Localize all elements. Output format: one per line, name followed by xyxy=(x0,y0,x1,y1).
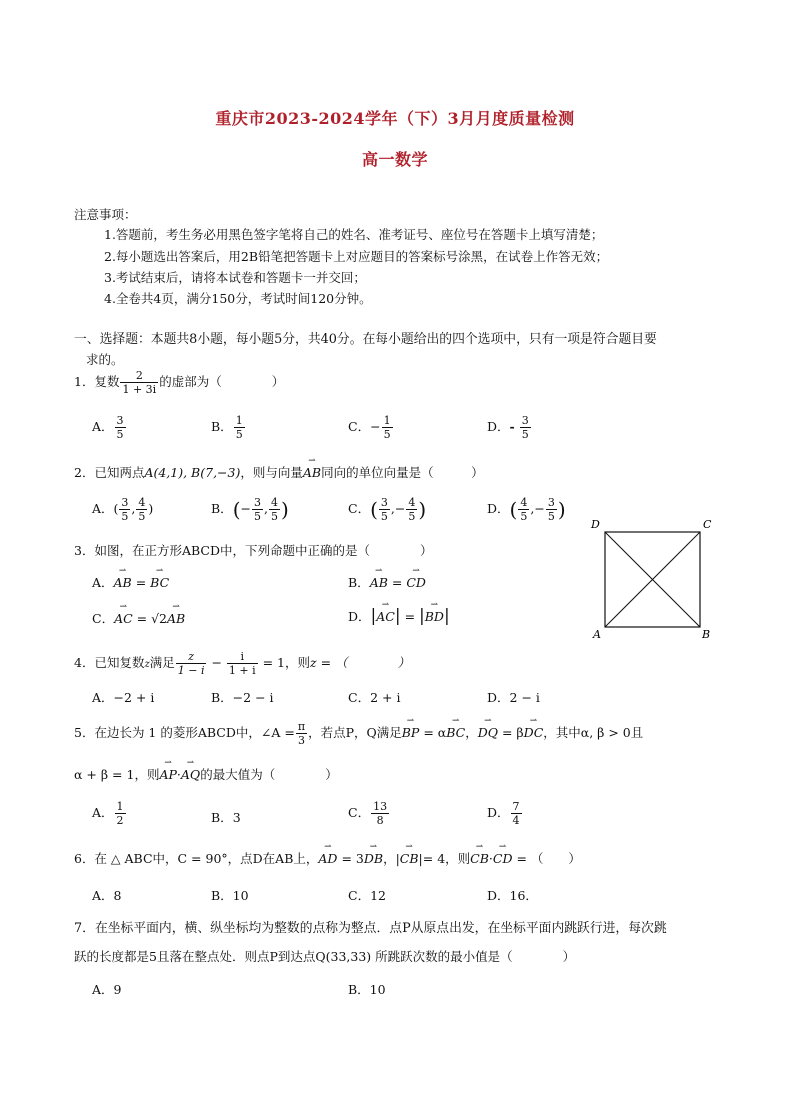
square-figure xyxy=(585,512,720,647)
q5-option-b[interactable]: B．3 xyxy=(211,810,241,825)
q6-option-a[interactable]: A．8 xyxy=(92,888,122,903)
q7-option-b[interactable]: B．10 xyxy=(348,982,386,997)
question-4: 4．已知复数z满足 $\frac{z}{1 - i}$ − $\frac{i}{1 + i}$ = 1，则z = （ ） xyxy=(74,650,411,677)
notice-item-4: 4.全卷共4页，满分150分，考试时间120分钟。 xyxy=(104,291,372,306)
question-7-line-2: 跃的长度都是5且落在整点处．则点P到达点Q(33,33) 所跳跃次数的最小值是（ ） xyxy=(74,949,576,964)
q1-post: 的虚部为（ ） xyxy=(159,374,285,389)
q1-pre: 1．复数 xyxy=(74,374,120,389)
notice-item-1: 1.答题前，考生务必用黑色签字笔将自己的姓名、准考证号、座位号在答题卡上填写清楚； xyxy=(104,227,604,242)
q3-option-c[interactable]: C．⇀ AC = √2⇀ AB xyxy=(92,609,185,627)
q5-option-d[interactable]: D． $\frac{7}{4}$ xyxy=(487,800,520,827)
question-6: 6．在 △ ABC中，C = 90°，点D在AB上，⇀ AD = 3⇀ DB，|⇀ CB|= 4，则⇀ CB·⇀ CD = （ ） xyxy=(74,849,581,867)
q4-option-d[interactable]: D．2 − i xyxy=(487,690,540,705)
q3-option-a[interactable]: A．⇀ AB = ⇀ BC xyxy=(92,573,169,591)
q2-option-a[interactable]: A．( $\frac{3}{5}$ , $\frac{4}{5}$ ) xyxy=(92,496,154,523)
q3-option-b[interactable]: B．⇀ AB = ⇀ CD xyxy=(348,573,426,591)
question-5-line-1: 5．在边长为 1 的菱形ABCD中，∠A = $\frac{\pi}{3}$ ，若点P，Q满足⇀ BP = α⇀ BC，⇀ DQ = β⇀ DC，其中α, β > 0且 xyxy=(74,720,643,747)
question-3: 3．如图，在正方形ABCD中，下列命题中正确的是（ ） xyxy=(74,543,433,558)
q4-option-c[interactable]: C．2 + i xyxy=(348,690,401,705)
vertex-label-b: B xyxy=(702,628,711,641)
notice-heading: 注意事项： xyxy=(74,207,137,222)
q2-option-b[interactable]: B．(− $\frac{3}{5}$ , $\frac{4}{5}$ ) xyxy=(211,496,289,523)
question-5-line-2: α + β = 1，则⇀ AP·⇀ AQ的最大值为（ ） xyxy=(74,765,338,783)
q4-option-a[interactable]: A．−2 + i xyxy=(92,690,155,705)
question-1 xyxy=(74,369,284,396)
section-heading: 一、选择题：本题共8小题，每小题5分，共40分。在每小题给出的四个选项中，只有一项是符合题目要 xyxy=(74,332,657,347)
q1-option-c[interactable]: C．− $\frac{1}{5}$ xyxy=(348,414,391,441)
q2-option-d[interactable]: D．( $\frac{4}{5}$ ,− $\frac{3}{5}$ ) xyxy=(487,496,566,523)
question-7-line-1: 7．在坐标平面内，横、纵坐标均为整数的点称为整点．点P从原点出发，在坐标平面内跳跃行进，每次跳 xyxy=(74,921,667,936)
q1-fraction: $\frac{2}{1 + 3i}$ xyxy=(122,369,157,396)
exam-title: 重庆市2023-2024学年（下）3月月度质量检测 xyxy=(215,109,575,128)
q6-option-d[interactable]: D．16． xyxy=(487,888,538,903)
q2-option-c[interactable]: C．( $\frac{3}{5}$ ,− $\frac{4}{5}$ ) xyxy=(348,496,427,523)
q6-option-c[interactable]: C．12 xyxy=(348,888,386,903)
q1-option-b[interactable]: B． $\frac{1}{5}$ xyxy=(211,414,243,441)
exam-subtitle: 高一数学 xyxy=(361,150,428,169)
vertex-label-c: C xyxy=(703,518,712,531)
section-heading-cont: 求的。 xyxy=(86,352,124,367)
question-2: 2．已知两点A(4,1), B(7,−3)，则与向量⇀ AB同向的单位向量是（ ） xyxy=(74,463,484,481)
q1-option-a[interactable]: A． $\frac{3}{5}$ xyxy=(92,414,124,441)
q4-option-b[interactable]: B．−2 − i xyxy=(211,690,274,705)
q5-option-c[interactable]: C． $\frac{13}{8}$ xyxy=(348,800,388,827)
q7-option-a[interactable]: A．9 xyxy=(92,982,122,997)
vertex-label-a: A xyxy=(593,628,601,641)
notice-item-3: 3.考试结束后，请将本试卷和答题卡一并交回； xyxy=(104,270,366,285)
q5-option-a[interactable]: A． $\frac{1}{2}$ xyxy=(92,800,124,827)
q1-option-d[interactable]: D．- $\frac{3}{5}$ xyxy=(487,414,529,441)
notice-item-2: 2.每小题选出答案后，用2B铅笔把答题卡上对应题目的答案标号涂黑，在试卷上作答无效； xyxy=(104,249,609,264)
vertex-label-d: D xyxy=(591,518,600,531)
q3-option-d[interactable]: D．|⇀ AC| = |⇀ BD| xyxy=(348,606,450,626)
q6-option-b[interactable]: B．10 xyxy=(211,888,249,903)
